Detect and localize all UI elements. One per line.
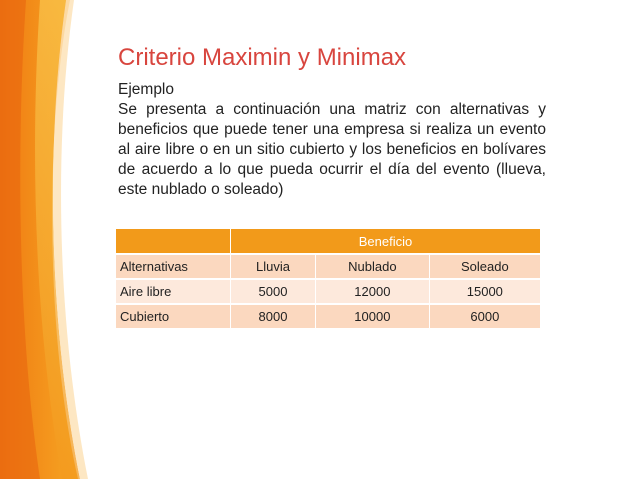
table-group-header-row xyxy=(116,229,540,255)
table-cell: 6000 xyxy=(430,305,540,330)
table-row xyxy=(116,305,540,330)
table-cell: 10000 xyxy=(316,305,430,330)
table-cell: Aire libre xyxy=(116,280,231,305)
table-cell: 12000 xyxy=(316,280,430,305)
example-description: Se presenta a continuación una matriz con alternativas y beneficios que puede tener una empresa si realiza un evento al aire libre o en un sitio cubierto y los beneficios en bolívares de acuerdo a lo que pueda ocurrir el día del evento (llueva, este nublado o soleado) xyxy=(118,101,546,198)
benefit-matrix-table xyxy=(116,229,540,330)
table-group-header: Beneficio xyxy=(231,229,540,255)
table-cell: 8000 xyxy=(231,305,316,330)
column-header: Soleado xyxy=(430,255,540,280)
table-cell: Cubierto xyxy=(116,305,231,330)
decorative-sidebar xyxy=(0,0,96,479)
example-label: Ejemplo xyxy=(118,81,174,98)
table-header-blank-cell xyxy=(116,229,231,255)
table-column-header-row xyxy=(116,255,540,280)
table-cell: 15000 xyxy=(430,280,540,305)
slide-body xyxy=(118,80,546,200)
orange-swoosh-decoration xyxy=(0,0,96,479)
column-header: Lluvia xyxy=(231,255,316,280)
table-cell: 5000 xyxy=(231,280,316,305)
column-header: Alternativas xyxy=(116,255,231,280)
column-header: Nublado xyxy=(316,255,430,280)
table-row xyxy=(116,280,540,305)
slide-title: Criterio Maximin y Minimax xyxy=(118,44,407,71)
